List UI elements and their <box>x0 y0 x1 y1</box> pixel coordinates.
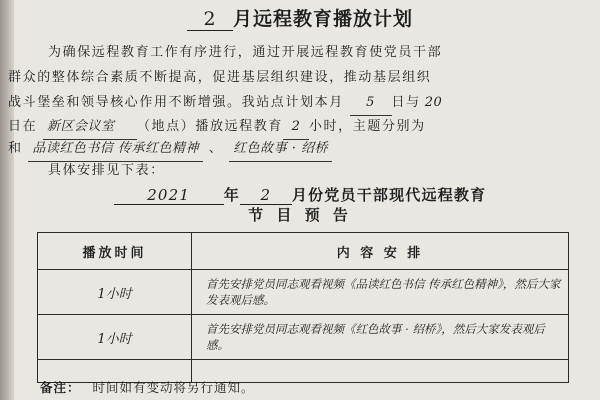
schedule-subtitle: 节 目 预 告 <box>248 206 352 224</box>
table-row <box>38 270 569 315</box>
p1-line2-text: 群众的整体综合素质不断提高，促进基层组织建设，推动基层组织 <box>8 70 432 85</box>
month-field: 2 <box>240 186 292 205</box>
start-day-field: 5 <box>350 90 392 116</box>
paragraph-line-3 <box>8 90 544 116</box>
p1-line4a-text: 日在 <box>8 119 38 134</box>
p1-line4c-text: 小时，主题分别为 <box>308 119 426 134</box>
row-1-content: 首先安排党员同志观看视频《品读红色书信 传承红色精神》，然后大家发表观后感。 <box>192 270 569 315</box>
row-1-time: 1小时 <box>38 270 192 315</box>
schedule-heading <box>0 184 600 205</box>
title-text: 月远程教育播放计划 <box>232 8 413 30</box>
footnote <box>40 378 255 396</box>
p1-line4b-text: （地点）播放远程教育 <box>136 119 283 134</box>
title-month-blank: 2 <box>187 8 233 31</box>
row-2-content: 首先安排党员同志观看视频《红色故事 · 绍桥》，然后大家发表观后感。 <box>192 315 569 360</box>
hours-field: 2 <box>283 114 309 140</box>
p1-line3b-text: 日与 <box>391 95 421 110</box>
p2-text: 具体安排见下表： <box>48 163 165 178</box>
month-suffix: 月份党员干部现代远程教育 <box>291 186 487 204</box>
location-field: 新区会议室 <box>43 114 137 140</box>
year-field: 2021 <box>114 186 224 205</box>
paragraph-line-1 <box>48 40 584 65</box>
header-time: 播放时间 <box>38 233 192 270</box>
p1-line3a-text: 战斗堡垒和领导核心作用不断增强。我站点计划本月 <box>8 95 344 110</box>
schedule-table <box>37 232 569 383</box>
table-header-row <box>38 233 569 270</box>
topic-2-field: 红色故事 · 绍桥 <box>229 136 332 162</box>
paragraph-line-6 <box>48 158 584 183</box>
topic-1-field: 品读红色书信 传承红色精神 <box>28 136 203 162</box>
end-day-field: 20 <box>424 95 443 110</box>
header-content: 内 容 安 排 <box>192 233 569 270</box>
p1-line1-text: 为确保远程教育工作有序进行，通过开展远程教育使党员干部 <box>48 45 443 60</box>
p1-line5a-text: 和 <box>8 141 23 156</box>
year-suffix: 年 <box>223 186 240 204</box>
note-text: 时间如有变动将另行通知。 <box>92 380 255 395</box>
topic-separator: 、 <box>208 141 224 156</box>
paragraph-line-2 <box>8 65 544 90</box>
table-row <box>38 315 569 360</box>
document-title <box>0 4 600 31</box>
row-2-time: 1小时 <box>38 315 192 360</box>
note-label: 备注： <box>40 380 81 395</box>
